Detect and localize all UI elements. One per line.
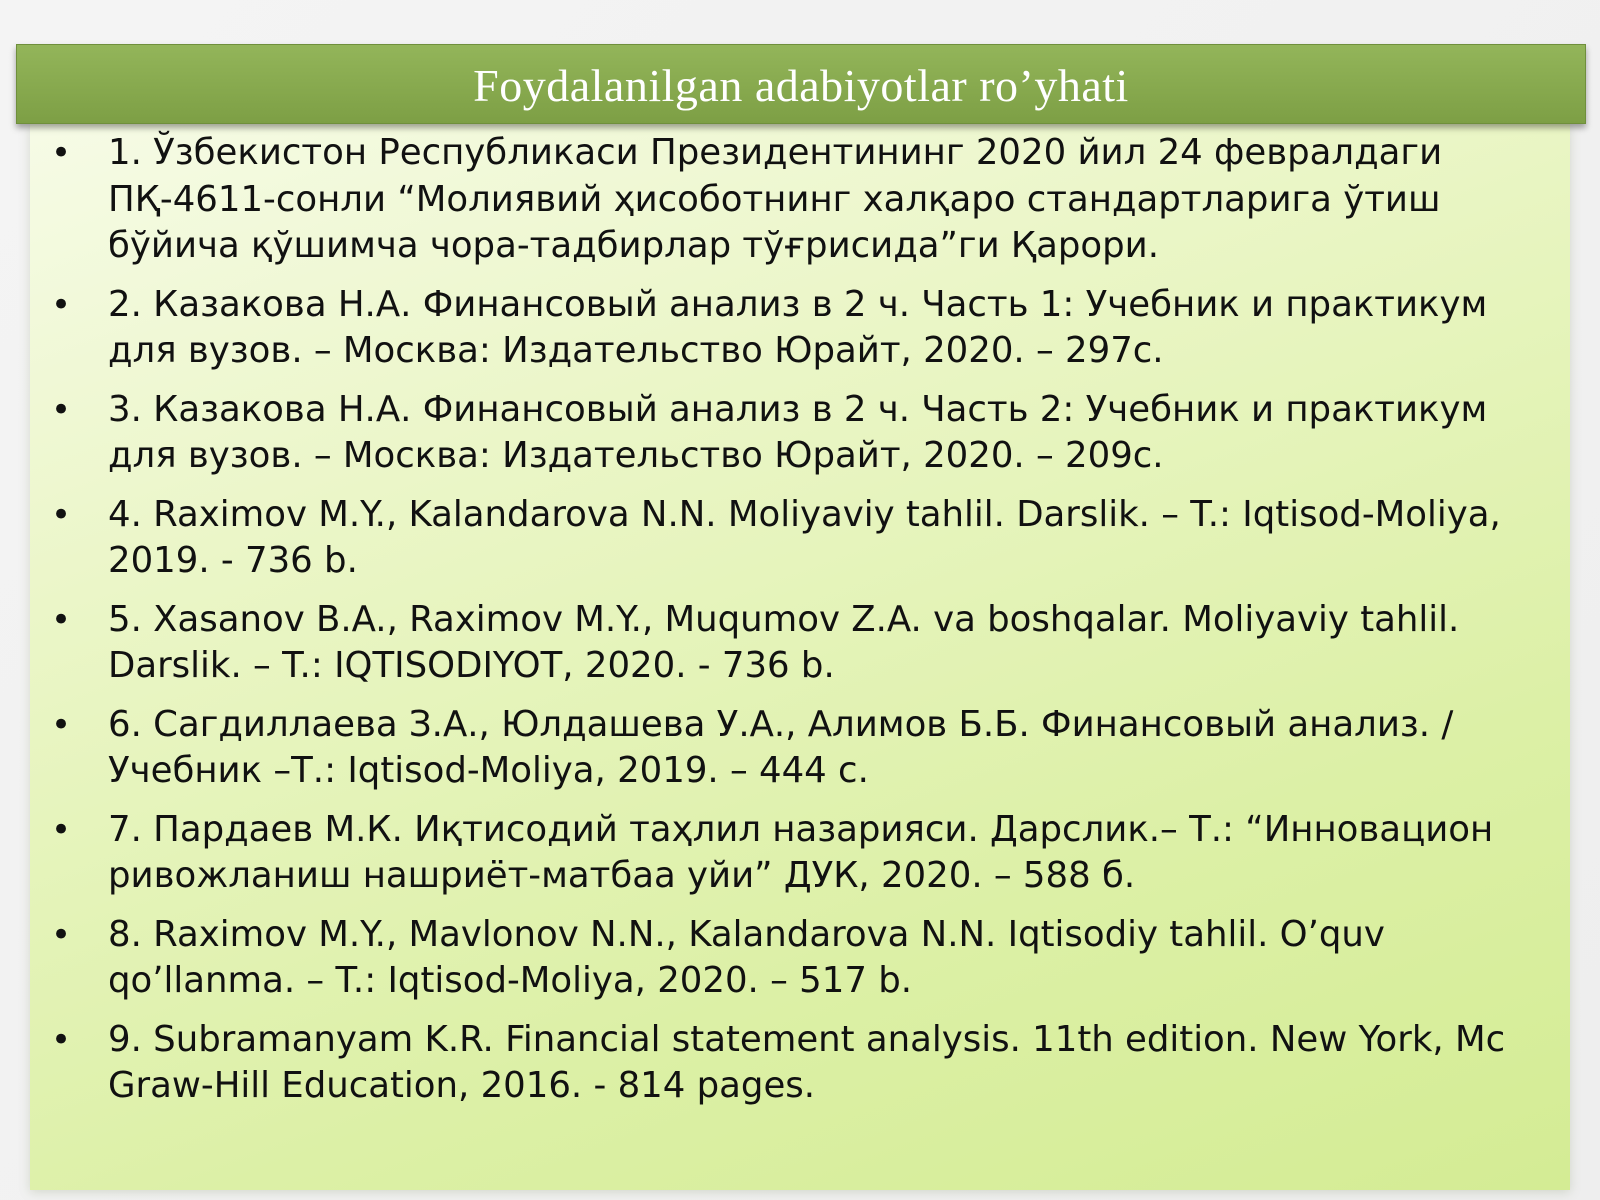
references-panel (30, 124, 1570, 1190)
reference-item (30, 597, 1570, 690)
reference-text: 4. Raximov M.Y., Kalandarova N.N. Moliyaviy tahlil. Darslik. – T.: Iqtisod-Moliya, 2019. - 736 b. (108, 493, 1501, 581)
bullet-icon: • (50, 809, 72, 850)
bullet-icon: • (50, 284, 72, 325)
reference-text: 9. Subramanyam K.R. Financial statement analysis. 11th edition. New York, Mc Graw-Hill Education, 2016. - 814 pages. (108, 1018, 1506, 1106)
reference-text: 2. Казакова Н.А. Финансовый анализ в 2 ч. Часть 1: Учебник и практикум для вузов. – Москва: Издательство Юрайт, 2020. – 297с. (108, 283, 1488, 371)
reference-text: 7. Пардаев М.К. Иқтисодий таҳлил назарияси. Дарслик.– Т.: “Инновацион ривожланиш нашриёт-матбаа уйи” ДУК, 2020. – 588 б. (108, 808, 1494, 896)
bullet-icon: • (50, 389, 72, 430)
bullet-icon: • (50, 133, 72, 173)
reference-item (30, 387, 1570, 480)
reference-item (30, 1017, 1570, 1110)
bullet-icon: • (50, 1019, 72, 1060)
reference-item (30, 492, 1570, 585)
reference-text: 1. Ўзбекистон Республикаси Президентининг 2020 йил 24 февралдаги ПҚ-4611-сонли “Молиявий ҳисоботнинг халқаро стандартларига ўтиш бўйича қўшимча чора-тадбирлар тўғрисида”ги Қарори. (108, 132, 1443, 266)
reference-item (30, 807, 1570, 900)
reference-text: 5. Xasanov B.A., Raximov M.Y., Muqumov Z.A. va boshqalar. Moliyaviy tahlil. Darslik. – T.: IQTISODIYOT, 2020. - 736 b. (108, 598, 1460, 686)
reference-item (30, 702, 1570, 795)
bullet-icon: • (50, 914, 72, 955)
reference-item (30, 282, 1570, 375)
reference-item (30, 130, 1570, 270)
bullet-icon: • (50, 494, 72, 535)
reference-item (30, 912, 1570, 1005)
references-list (30, 130, 1570, 1122)
bullet-icon: • (50, 599, 72, 640)
bullet-icon: • (50, 704, 72, 745)
reference-text: 6. Сагдиллаева З.А., Юлдашева У.А., Алимов Б.Б. Финансовый анализ. / Учебник –Т.: Iqtisod-Moliya, 2019. – 444 с. (108, 703, 1454, 791)
reference-text: 3. Казакова Н.А. Финансовый анализ в 2 ч. Часть 2: Учебник и практикум для вузов. – Москва: Издательство Юрайт, 2020. – 209с. (108, 388, 1488, 476)
title-bar (16, 44, 1586, 124)
reference-text: 8. Raximov M.Y., Mavlonov N.N., Kalandarova N.N. Iqtisodiy tahlil. O’quv qo’llanma. – T.: Iqtisod-Moliya, 2020. – 517 b. (108, 913, 1385, 1001)
slide-title: Foydalanilgan adabiyotlar ro’yhati (473, 59, 1129, 111)
